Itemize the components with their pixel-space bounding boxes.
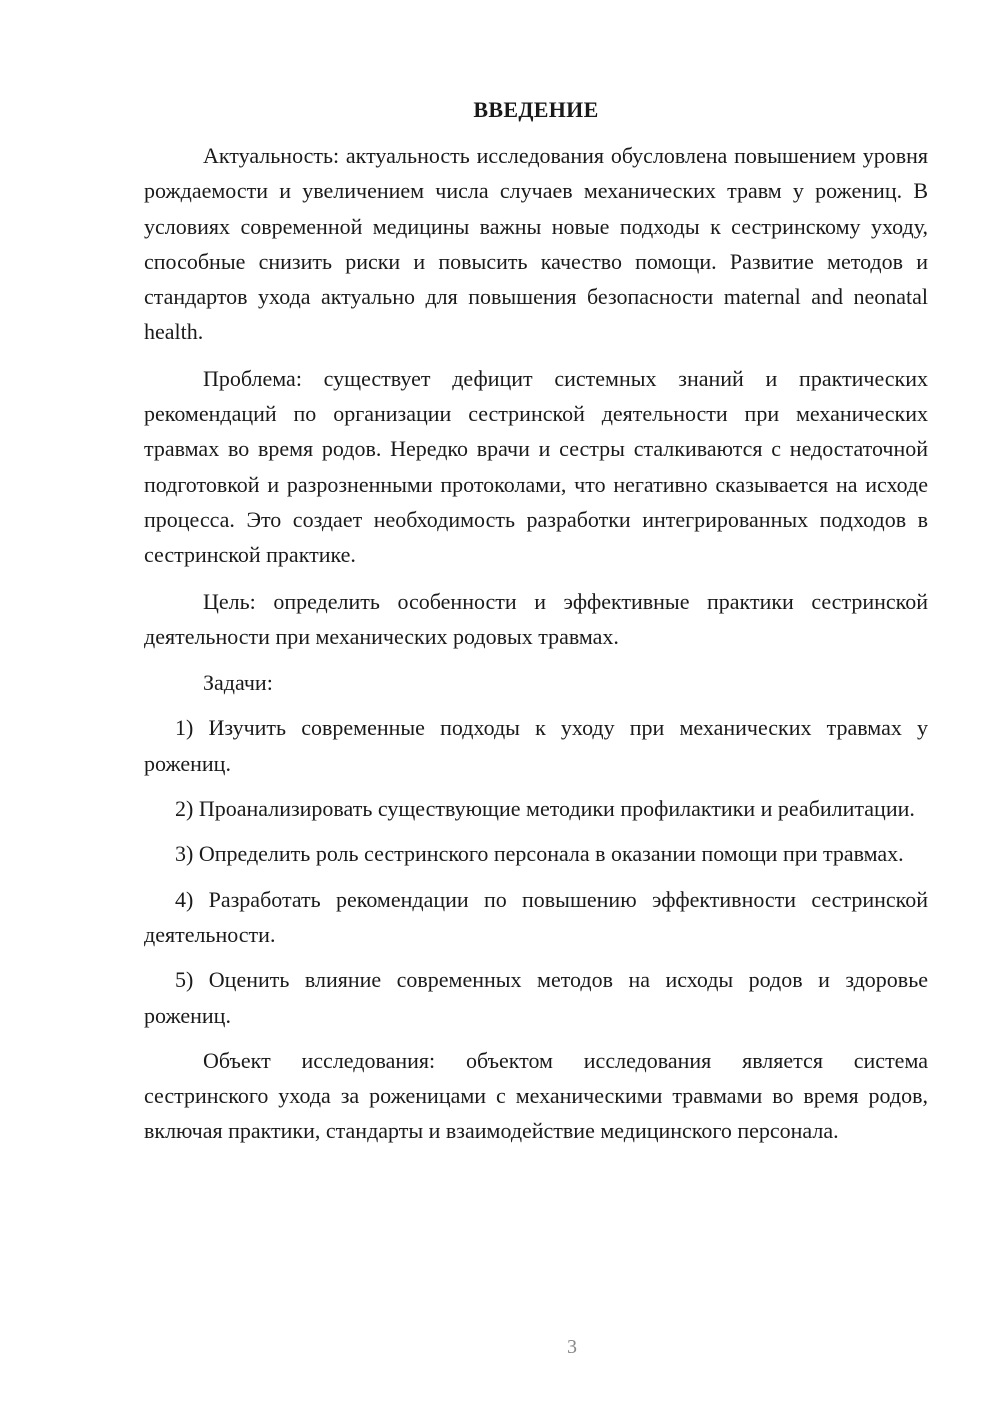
tasks-label: Задачи:: [203, 670, 273, 696]
task-item-1: 1) Изучить современные подходы к уходу при механических травмах у рожениц.: [144, 715, 928, 776]
problem-paragraph: Проблема: существует дефицит системных знаний и практических рекомендаций по организации сестринской деятельности при механических травмах во время родов. Нередко врачи и сестры сталкиваются с недостаточной подготовкой и разрозненными протоколами, что негативно сказывается на исходе процесса. Это создает необходимость разработки интегрированных подходов в сестринской практике.: [144, 365, 928, 568]
task-item-4: 4) Разработать рекомендации по повышению эффективности сестринской деятельности.: [144, 886, 928, 947]
relevance-paragraph: Актуальность: актуальность исследования обусловлена повышением уровня рождаемости и увеличением числа случаев механических травм у рожениц. В условиях современной медицины важны новые подходы к сестринскому уходу, способные снизить риски и повысить качество помощи. Развитие методов и стандартов ухода актуально для повышения безопасности maternal and neonatal health.: [144, 143, 928, 345]
goal-paragraph: Цель: определить особенности и эффективные практики сестринской деятельности при механических родовых травмах.: [144, 588, 928, 649]
tasks-list: [144, 710, 928, 1032]
page-number: 3: [567, 1336, 577, 1358]
document-page: [144, 94, 928, 1160]
task-item-3: 3) Определить роль сестринского персонала в оказании помощи при травмах.: [175, 841, 904, 867]
object-paragraph: Объект исследования: объектом исследования является система сестринского ухода за роженицами с механическими травмами во время родов, включая практики, стандарты и взаимодействие медицинского персонала.: [144, 1047, 928, 1144]
task-item-5: 5) Оценить влияние современных методов на исходы родов и здоровье рожениц.: [144, 967, 928, 1028]
task-item-2: 2) Проанализировать существующие методики профилактики и реабилитации.: [175, 796, 915, 822]
section-title: ВВЕДЕНИЕ: [473, 97, 599, 122]
